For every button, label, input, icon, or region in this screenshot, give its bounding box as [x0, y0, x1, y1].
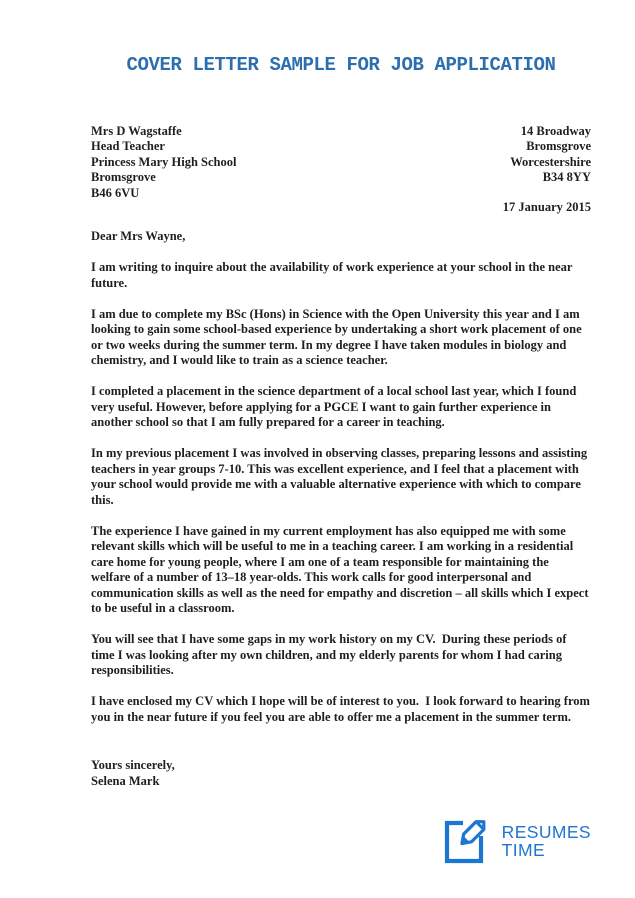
recipient-town: Bromsgrove: [91, 170, 156, 184]
logo-text-line1: RESUMES: [501, 821, 591, 842]
recipient-name: Mrs D Wagstaffe: [91, 123, 182, 138]
closing-block: [91, 758, 591, 789]
paragraph-6: You will see that I have some gaps in my work history on my CV. During these periods of time I was looking after my own children, and my elderly parents for whom I had caring responsibilities.: [91, 632, 570, 677]
paragraph-7: I have enclosed my CV which I hope will be of interest to you. I look forward to hearing from you in the near future if you feel you are able to offer me a placement in the summer term.: [91, 694, 594, 724]
signature-name: Selena Mark: [91, 773, 160, 788]
sender-address: [503, 124, 591, 216]
logo-text-line2: TIME: [501, 840, 546, 860]
recipient-title: Head Teacher: [91, 139, 165, 153]
paragraph-5: The experience I have gained in my current employment has also equipped me with some relevant skills which will be useful to me in a teaching career. I am working in a residential care home for young people, where I am one of a team responsible for maintaining the welfare of a number of 13–18 year-olds. This work calls for good interpersonal and communication skills as well as the need for empathy and discretion – all skills which I expect to be useful in a classroom.: [91, 523, 592, 615]
letter-date: 17 January 2015: [502, 199, 591, 214]
letter-body: [91, 229, 594, 725]
recipient-organisation: Princess Mary High School: [91, 154, 237, 169]
sender-town: Bromsgrove: [526, 139, 591, 153]
pencil-square-icon: [441, 816, 493, 866]
page-title: COVER LETTER SAMPLE FOR JOB APPLICATION: [126, 54, 556, 76]
paragraph-4: In my previous placement I was involved in observing classes, preparing lessons and assisting teachers in year groups 7-10. This was excellent experience, and I feel that a placement with your school would provide me with a valuable alternative experience with which to compare this.: [91, 446, 591, 507]
sender-postcode: B34 8YY: [542, 170, 591, 184]
sender-county: Worcestershire: [510, 154, 591, 169]
paragraph-2: I am due to complete my BSc (Hons) in Science with the Open University this year and I am looking to gain some school-based experience by undertaking a short work placement of one or two weeks during the summer term. In my degree I have taken modules in biology and chemistry, and I would like to train as a science teacher.: [91, 306, 585, 367]
paragraph-3: I completed a placement in the science department of a local school last year, which I found very useful. However, before applying for a PGCE I want to gain further experience in another school so that I am fully prepared for a career in teaching.: [91, 384, 580, 429]
recipient-address: [91, 124, 236, 202]
address-section: [91, 124, 591, 216]
recipient-postcode: B46 6VU: [91, 185, 140, 200]
closing-line: Yours sincerely,: [91, 758, 175, 772]
salutation: Dear Mrs Wayne,: [91, 229, 186, 243]
sender-street: 14 Broadway: [520, 123, 591, 138]
paragraph-1: I am writing to inquire about the availability of work experience at your school in the near future.: [91, 260, 576, 290]
resumes-time-logo: [441, 816, 591, 866]
logo-wordmark: [502, 823, 591, 860]
